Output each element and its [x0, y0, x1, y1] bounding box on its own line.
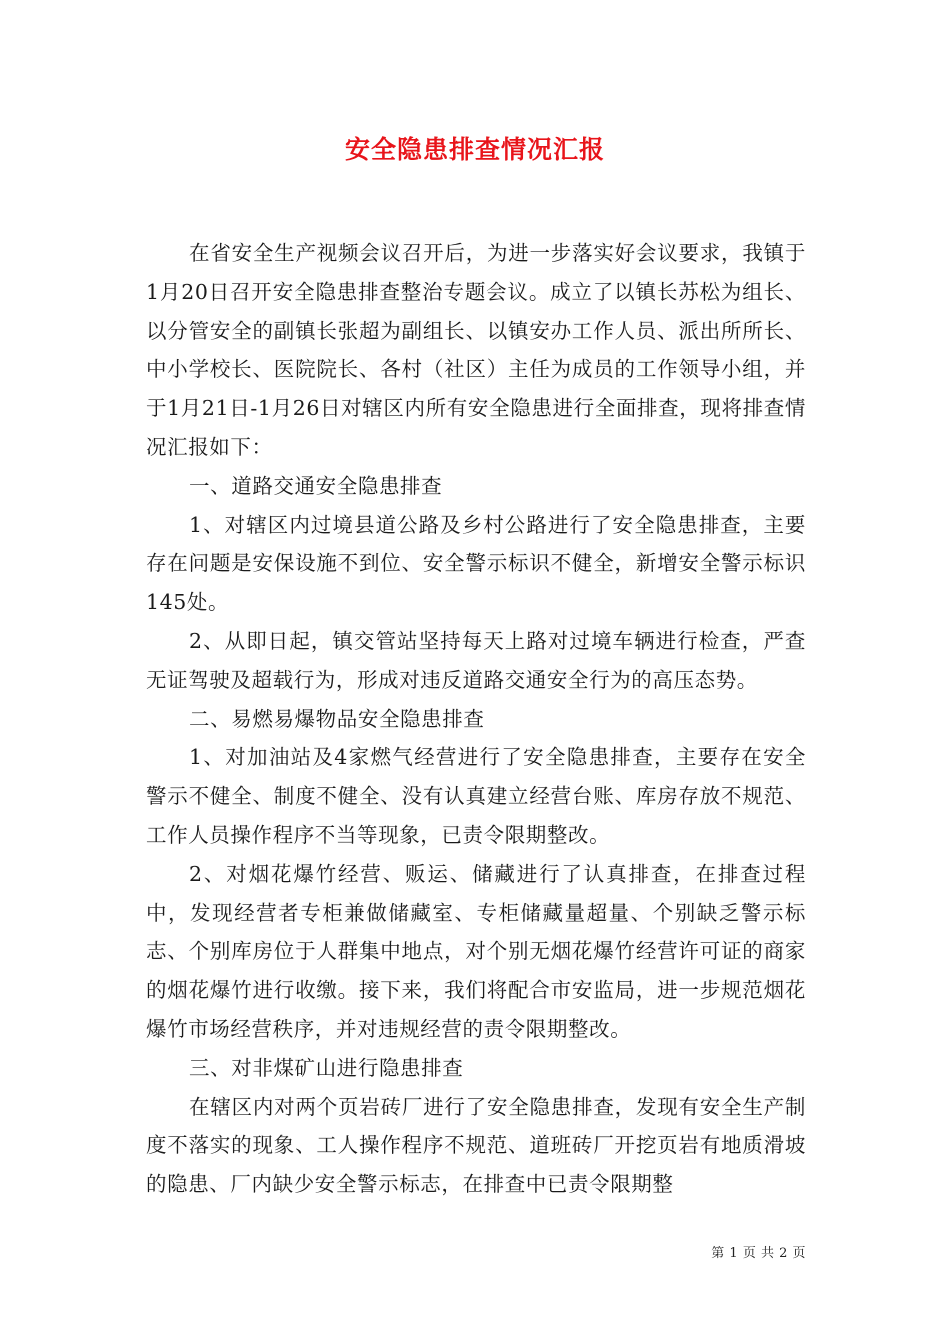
paragraph-road-item-1: 1、对辖区内过境县道公路及乡村公路进行了安全隐患排查，主要存在问题是安保设施不到位、安全警示标识不健全，新增安全警示标识145处。	[146, 512, 806, 615]
page-number-footer: 第 1 页 共 2 页	[711, 1246, 806, 1261]
document-body	[146, 234, 806, 1204]
paragraph-non-coal-mine: 在辖区内对两个页岩砖厂进行了安全隐患排查，发现有安全生产制度不落实的现象、工人操作程序不规范、道班砖厂开挖页岩有地质滑坡的隐患、厂内缺少安全警示标志，在排查中已责令限期整	[146, 1094, 806, 1197]
paragraph-flammable-item-2: 2、对烟花爆竹经营、贩运、储藏进行了认真排查，在排查过程中，发现经营者专柜兼做储藏室、专柜储藏量超量、个别缺乏警示标志、个别库房位于人群集中地点，对个别无烟花爆竹经营许可证的商家的烟花爆竹进行收缴。接下来，我们将配合市安监局，进一步规范烟花爆竹市场经营秩序，并对违规经营的责令限期整改。	[146, 861, 806, 1041]
paragraph-road-item-2: 2、从即日起，镇交管站坚持每天上路对过境车辆进行检查，严查无证驾驶及超载行为，形成对违反道路交通安全行为的高压态势。	[146, 628, 806, 692]
paragraph-intro: 在省安全生产视频会议召开后，为进一步落实好会议要求，我镇于1月20日召开安全隐患排查整治专题会议。成立了以镇长苏松为组长、以分管安全的副镇长张超为副组长、以镇安办工作人员、派出所所长、中小学校长、医院院长、各村（社区）主任为成员的工作领导小组，并于1月21日-1月26日对辖区内所有安全隐患进行全面排查，现将排查情况汇报如下：	[146, 241, 806, 459]
section-heading-non-coal-mine: 三、对非煤矿山进行隐患排查	[189, 1055, 464, 1080]
paragraph-flammable-item-1: 1、对加油站及4家燃气经营进行了安全隐患排查，主要存在安全警示不健全、制度不健全、没有认真建立经营台账、库房存放不规范、工作人员操作程序不当等现象，已责令限期整改。	[146, 745, 806, 847]
section-heading-flammable: 二、易燃易爆物品安全隐患排查	[189, 706, 485, 731]
section-heading-road-traffic: 一、道路交通安全隐患排查	[189, 473, 443, 498]
document-title: 安全隐患排查情况汇报	[344, 135, 605, 164]
